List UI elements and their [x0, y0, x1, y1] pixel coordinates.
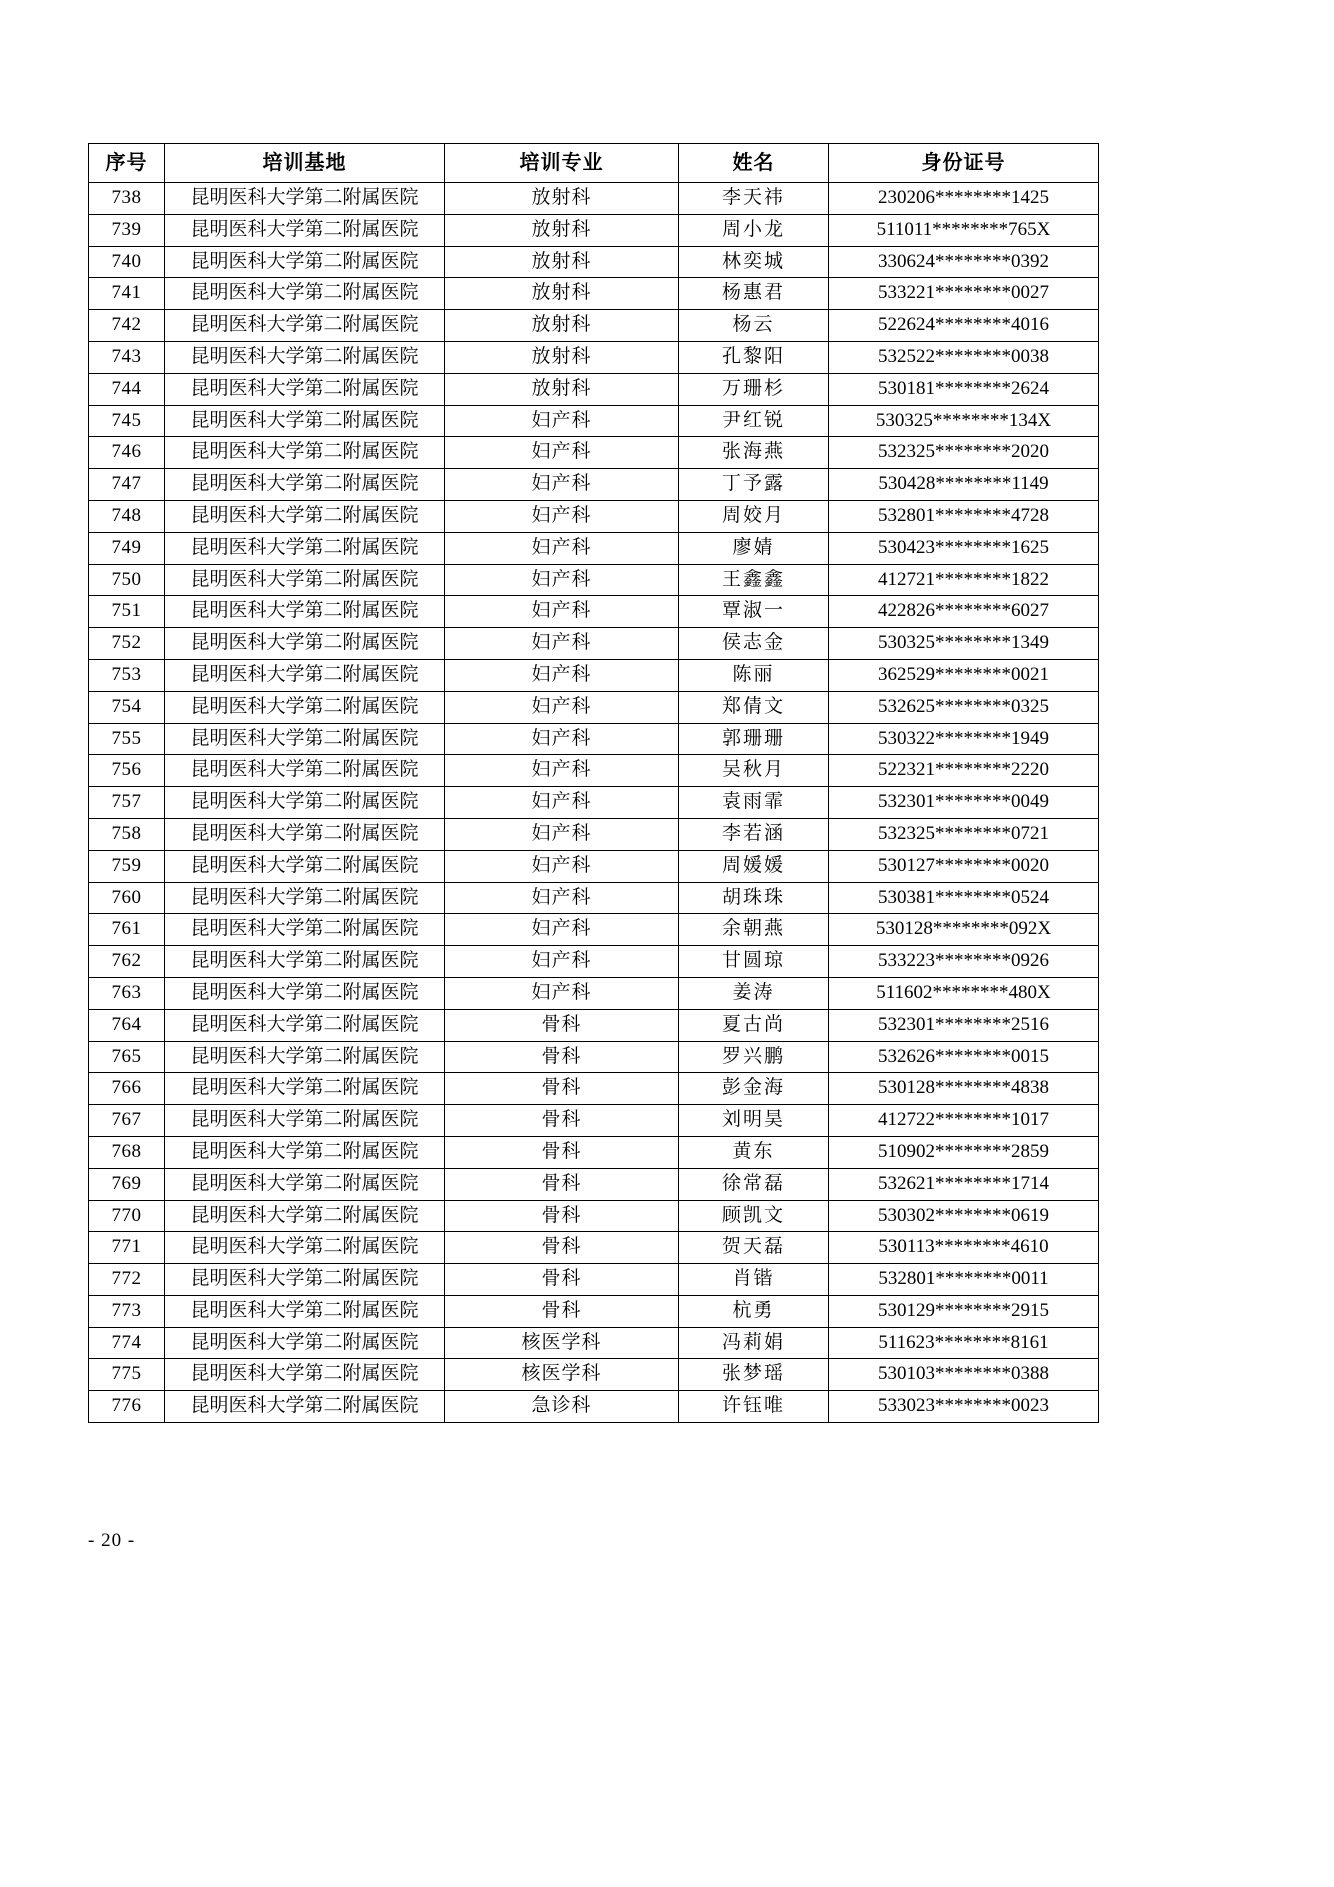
cell-sequence: 758 — [89, 818, 165, 850]
cell-base: 昆明医科大学第二附属医院 — [165, 723, 445, 755]
cell-sequence: 748 — [89, 500, 165, 532]
cell-base: 昆明医科大学第二附属医院 — [165, 532, 445, 564]
cell-base: 昆明医科大学第二附属医院 — [165, 882, 445, 914]
cell-base: 昆明医科大学第二附属医院 — [165, 1359, 445, 1391]
cell-base: 昆明医科大学第二附属医院 — [165, 437, 445, 469]
cell-name: 黄东 — [679, 1136, 829, 1168]
cell-id: 230206********1425 — [829, 183, 1099, 215]
cell-specialty: 骨科 — [445, 1295, 679, 1327]
column-header-base: 培训基地 — [165, 144, 445, 183]
cell-name: 顾凯文 — [679, 1200, 829, 1232]
cell-base: 昆明医科大学第二附属医院 — [165, 183, 445, 215]
table-row — [89, 278, 1099, 310]
cell-name: 许钰唯 — [679, 1391, 829, 1423]
cell-sequence: 753 — [89, 659, 165, 691]
cell-name: 尹红锐 — [679, 405, 829, 437]
cell-base: 昆明医科大学第二附属医院 — [165, 1105, 445, 1137]
cell-name: 贺天磊 — [679, 1232, 829, 1264]
cell-sequence: 759 — [89, 850, 165, 882]
cell-name: 吴秋月 — [679, 755, 829, 787]
table-row — [89, 1200, 1099, 1232]
table-row — [89, 596, 1099, 628]
cell-sequence: 746 — [89, 437, 165, 469]
cell-name: 彭金海 — [679, 1073, 829, 1105]
cell-specialty: 放射科 — [445, 278, 679, 310]
cell-id: 530181********2624 — [829, 373, 1099, 405]
cell-name: 肖锴 — [679, 1264, 829, 1296]
cell-base: 昆明医科大学第二附属医院 — [165, 1295, 445, 1327]
cell-base: 昆明医科大学第二附属医院 — [165, 214, 445, 246]
cell-id: 530129********2915 — [829, 1295, 1099, 1327]
cell-id: 530381********0524 — [829, 882, 1099, 914]
cell-sequence: 761 — [89, 914, 165, 946]
table-row — [89, 882, 1099, 914]
cell-sequence: 742 — [89, 310, 165, 342]
cell-name: 郭珊珊 — [679, 723, 829, 755]
cell-specialty: 妇产科 — [445, 723, 679, 755]
cell-specialty: 骨科 — [445, 1136, 679, 1168]
table-row — [89, 183, 1099, 215]
cell-id: 533023********0023 — [829, 1391, 1099, 1423]
header-row — [89, 144, 1099, 183]
cell-name: 张梦瑶 — [679, 1359, 829, 1391]
cell-specialty: 妇产科 — [445, 437, 679, 469]
cell-sequence: 738 — [89, 183, 165, 215]
cell-name: 姜涛 — [679, 977, 829, 1009]
cell-id: 532301********0049 — [829, 787, 1099, 819]
cell-base: 昆明医科大学第二附属医院 — [165, 1391, 445, 1423]
table-row — [89, 850, 1099, 882]
cell-name: 万珊杉 — [679, 373, 829, 405]
cell-sequence: 769 — [89, 1168, 165, 1200]
table-row — [89, 1009, 1099, 1041]
cell-specialty: 急诊科 — [445, 1391, 679, 1423]
table-row — [89, 469, 1099, 501]
cell-id: 530322********1949 — [829, 723, 1099, 755]
table-row — [89, 1264, 1099, 1296]
cell-id: 533223********0926 — [829, 946, 1099, 978]
cell-name: 覃淑一 — [679, 596, 829, 628]
cell-name: 袁雨霏 — [679, 787, 829, 819]
cell-id: 530128********4838 — [829, 1073, 1099, 1105]
cell-base: 昆明医科大学第二附属医院 — [165, 1327, 445, 1359]
cell-base: 昆明医科大学第二附属医院 — [165, 341, 445, 373]
cell-base: 昆明医科大学第二附属医院 — [165, 564, 445, 596]
cell-id: 532621********1714 — [829, 1168, 1099, 1200]
cell-specialty: 骨科 — [445, 1264, 679, 1296]
cell-name: 周媛媛 — [679, 850, 829, 882]
cell-name: 杨惠君 — [679, 278, 829, 310]
table-row — [89, 564, 1099, 596]
cell-id: 532522********0038 — [829, 341, 1099, 373]
cell-specialty: 放射科 — [445, 183, 679, 215]
cell-sequence: 743 — [89, 341, 165, 373]
cell-id: 522321********2220 — [829, 755, 1099, 787]
cell-specialty: 骨科 — [445, 1200, 679, 1232]
cell-sequence: 764 — [89, 1009, 165, 1041]
cell-base: 昆明医科大学第二附属医院 — [165, 818, 445, 850]
cell-base: 昆明医科大学第二附属医院 — [165, 691, 445, 723]
table-row — [89, 373, 1099, 405]
cell-name: 周小龙 — [679, 214, 829, 246]
cell-sequence: 776 — [89, 1391, 165, 1423]
cell-specialty: 骨科 — [445, 1041, 679, 1073]
cell-id: 530113********4610 — [829, 1232, 1099, 1264]
cell-specialty: 妇产科 — [445, 659, 679, 691]
cell-id: 530428********1149 — [829, 469, 1099, 501]
cell-specialty: 妇产科 — [445, 818, 679, 850]
cell-base: 昆明医科大学第二附属医院 — [165, 1009, 445, 1041]
cell-base: 昆明医科大学第二附属医院 — [165, 850, 445, 882]
cell-sequence: 762 — [89, 946, 165, 978]
cell-base: 昆明医科大学第二附属医院 — [165, 946, 445, 978]
table-row — [89, 1041, 1099, 1073]
cell-sequence: 747 — [89, 469, 165, 501]
table-row — [89, 1232, 1099, 1264]
table-row — [89, 818, 1099, 850]
table-row — [89, 1136, 1099, 1168]
cell-specialty: 骨科 — [445, 1168, 679, 1200]
cell-specialty: 妇产科 — [445, 755, 679, 787]
cell-id: 422826********6027 — [829, 596, 1099, 628]
cell-name: 李若涵 — [679, 818, 829, 850]
cell-base: 昆明医科大学第二附属医院 — [165, 310, 445, 342]
cell-specialty: 妇产科 — [445, 787, 679, 819]
cell-sequence: 760 — [89, 882, 165, 914]
cell-id: 532325********2020 — [829, 437, 1099, 469]
cell-id: 510902********2859 — [829, 1136, 1099, 1168]
cell-specialty: 放射科 — [445, 373, 679, 405]
cell-id: 530325********134X — [829, 405, 1099, 437]
cell-name: 夏古尚 — [679, 1009, 829, 1041]
cell-sequence: 756 — [89, 755, 165, 787]
cell-id: 522624********4016 — [829, 310, 1099, 342]
cell-sequence: 768 — [89, 1136, 165, 1168]
cell-specialty: 骨科 — [445, 1232, 679, 1264]
cell-specialty: 妇产科 — [445, 882, 679, 914]
cell-name: 陈丽 — [679, 659, 829, 691]
cell-sequence: 757 — [89, 787, 165, 819]
cell-id: 412721********1822 — [829, 564, 1099, 596]
cell-base: 昆明医科大学第二附属医院 — [165, 1041, 445, 1073]
cell-name: 徐常磊 — [679, 1168, 829, 1200]
cell-sequence: 740 — [89, 246, 165, 278]
cell-id: 511623********8161 — [829, 1327, 1099, 1359]
cell-sequence: 774 — [89, 1327, 165, 1359]
cell-specialty: 妇产科 — [445, 850, 679, 882]
cell-base: 昆明医科大学第二附属医院 — [165, 500, 445, 532]
cell-specialty: 核医学科 — [445, 1359, 679, 1391]
cell-name: 杨云 — [679, 310, 829, 342]
cell-specialty: 骨科 — [445, 1009, 679, 1041]
cell-name: 张海燕 — [679, 437, 829, 469]
cell-base: 昆明医科大学第二附属医院 — [165, 659, 445, 691]
table-row — [89, 628, 1099, 660]
table-row — [89, 1295, 1099, 1327]
cell-name: 余朝燕 — [679, 914, 829, 946]
cell-sequence: 745 — [89, 405, 165, 437]
cell-sequence: 755 — [89, 723, 165, 755]
cell-id: 532625********0325 — [829, 691, 1099, 723]
table-row — [89, 914, 1099, 946]
cell-sequence: 744 — [89, 373, 165, 405]
cell-sequence: 766 — [89, 1073, 165, 1105]
cell-name: 冯莉娟 — [679, 1327, 829, 1359]
cell-base: 昆明医科大学第二附属医院 — [165, 1136, 445, 1168]
column-header-name: 姓名 — [679, 144, 829, 183]
column-header-id: 身份证号 — [829, 144, 1099, 183]
cell-name: 丁予露 — [679, 469, 829, 501]
table-row — [89, 1073, 1099, 1105]
roster-table — [88, 143, 1099, 1423]
cell-specialty: 核医学科 — [445, 1327, 679, 1359]
cell-sequence: 771 — [89, 1232, 165, 1264]
cell-name: 孔黎阳 — [679, 341, 829, 373]
cell-id: 532801********4728 — [829, 500, 1099, 532]
table-row — [89, 246, 1099, 278]
cell-base: 昆明医科大学第二附属医院 — [165, 246, 445, 278]
column-header-specialty: 培训专业 — [445, 144, 679, 183]
cell-name: 胡珠珠 — [679, 882, 829, 914]
cell-sequence: 775 — [89, 1359, 165, 1391]
cell-specialty: 妇产科 — [445, 946, 679, 978]
cell-specialty: 妇产科 — [445, 564, 679, 596]
cell-base: 昆明医科大学第二附属医院 — [165, 1200, 445, 1232]
table-row — [89, 1359, 1099, 1391]
table-body — [89, 183, 1099, 1423]
table-row — [89, 214, 1099, 246]
cell-specialty: 放射科 — [445, 341, 679, 373]
cell-name: 侯志金 — [679, 628, 829, 660]
cell-id: 530423********1625 — [829, 532, 1099, 564]
cell-id: 532801********0011 — [829, 1264, 1099, 1296]
table-row — [89, 1327, 1099, 1359]
cell-base: 昆明医科大学第二附属医院 — [165, 628, 445, 660]
cell-sequence: 773 — [89, 1295, 165, 1327]
cell-id: 533221********0027 — [829, 278, 1099, 310]
table-row — [89, 787, 1099, 819]
cell-specialty: 妇产科 — [445, 628, 679, 660]
cell-specialty: 妇产科 — [445, 405, 679, 437]
cell-sequence: 741 — [89, 278, 165, 310]
cell-sequence: 772 — [89, 1264, 165, 1296]
cell-name: 刘明昊 — [679, 1105, 829, 1137]
cell-base: 昆明医科大学第二附属医院 — [165, 977, 445, 1009]
cell-base: 昆明医科大学第二附属医院 — [165, 405, 445, 437]
cell-base: 昆明医科大学第二附属医院 — [165, 373, 445, 405]
cell-id: 532301********2516 — [829, 1009, 1099, 1041]
table-row — [89, 977, 1099, 1009]
cell-name: 廖婧 — [679, 532, 829, 564]
cell-id: 362529********0021 — [829, 659, 1099, 691]
cell-sequence: 754 — [89, 691, 165, 723]
cell-specialty: 妇产科 — [445, 691, 679, 723]
cell-id: 530127********0020 — [829, 850, 1099, 882]
cell-specialty: 妇产科 — [445, 977, 679, 1009]
table-row — [89, 755, 1099, 787]
table-row — [89, 500, 1099, 532]
cell-specialty: 放射科 — [445, 214, 679, 246]
cell-base: 昆明医科大学第二附属医院 — [165, 596, 445, 628]
cell-sequence: 751 — [89, 596, 165, 628]
cell-name: 郑倩文 — [679, 691, 829, 723]
cell-name: 王鑫鑫 — [679, 564, 829, 596]
cell-id: 532325********0721 — [829, 818, 1099, 850]
cell-id: 530302********0619 — [829, 1200, 1099, 1232]
cell-base: 昆明医科大学第二附属医院 — [165, 278, 445, 310]
table-row — [89, 946, 1099, 978]
cell-specialty: 骨科 — [445, 1105, 679, 1137]
cell-base: 昆明医科大学第二附属医院 — [165, 1073, 445, 1105]
table-row — [89, 1105, 1099, 1137]
table-row — [89, 341, 1099, 373]
cell-sequence: 765 — [89, 1041, 165, 1073]
table-row — [89, 1168, 1099, 1200]
cell-base: 昆明医科大学第二附属医院 — [165, 1232, 445, 1264]
table-row — [89, 659, 1099, 691]
cell-id: 330624********0392 — [829, 246, 1099, 278]
cell-base: 昆明医科大学第二附属医院 — [165, 1264, 445, 1296]
cell-base: 昆明医科大学第二附属医院 — [165, 755, 445, 787]
cell-sequence: 739 — [89, 214, 165, 246]
cell-specialty: 放射科 — [445, 310, 679, 342]
table-row — [89, 691, 1099, 723]
cell-sequence: 750 — [89, 564, 165, 596]
cell-specialty: 妇产科 — [445, 500, 679, 532]
cell-id: 530103********0388 — [829, 1359, 1099, 1391]
cell-id: 511602********480X — [829, 977, 1099, 1009]
cell-name: 林奕城 — [679, 246, 829, 278]
table-row — [89, 405, 1099, 437]
roster-table-container — [88, 143, 1098, 1423]
table-row — [89, 310, 1099, 342]
cell-specialty: 妇产科 — [445, 914, 679, 946]
cell-name: 甘圆琼 — [679, 946, 829, 978]
cell-base: 昆明医科大学第二附属医院 — [165, 787, 445, 819]
page-number: - 20 - — [88, 1530, 136, 1551]
cell-name: 罗兴鹏 — [679, 1041, 829, 1073]
table-row — [89, 532, 1099, 564]
cell-base: 昆明医科大学第二附属医院 — [165, 914, 445, 946]
table-row — [89, 437, 1099, 469]
cell-id: 511011********765X — [829, 214, 1099, 246]
column-header-sequence: 序号 — [89, 144, 165, 183]
cell-name: 周姣月 — [679, 500, 829, 532]
cell-base: 昆明医科大学第二附属医院 — [165, 1168, 445, 1200]
cell-base: 昆明医科大学第二附属医院 — [165, 469, 445, 501]
cell-specialty: 妇产科 — [445, 596, 679, 628]
cell-sequence: 749 — [89, 532, 165, 564]
cell-id: 532626********0015 — [829, 1041, 1099, 1073]
table-row — [89, 1391, 1099, 1423]
table-row — [89, 723, 1099, 755]
cell-id: 412722********1017 — [829, 1105, 1099, 1137]
cell-sequence: 763 — [89, 977, 165, 1009]
cell-sequence: 767 — [89, 1105, 165, 1137]
cell-name: 李天祎 — [679, 183, 829, 215]
cell-id: 530128********092X — [829, 914, 1099, 946]
cell-specialty: 放射科 — [445, 246, 679, 278]
cell-sequence: 752 — [89, 628, 165, 660]
cell-specialty: 妇产科 — [445, 532, 679, 564]
cell-name: 杭勇 — [679, 1295, 829, 1327]
cell-sequence: 770 — [89, 1200, 165, 1232]
cell-id: 530325********1349 — [829, 628, 1099, 660]
cell-specialty: 妇产科 — [445, 469, 679, 501]
cell-specialty: 骨科 — [445, 1073, 679, 1105]
table-header — [89, 144, 1099, 183]
